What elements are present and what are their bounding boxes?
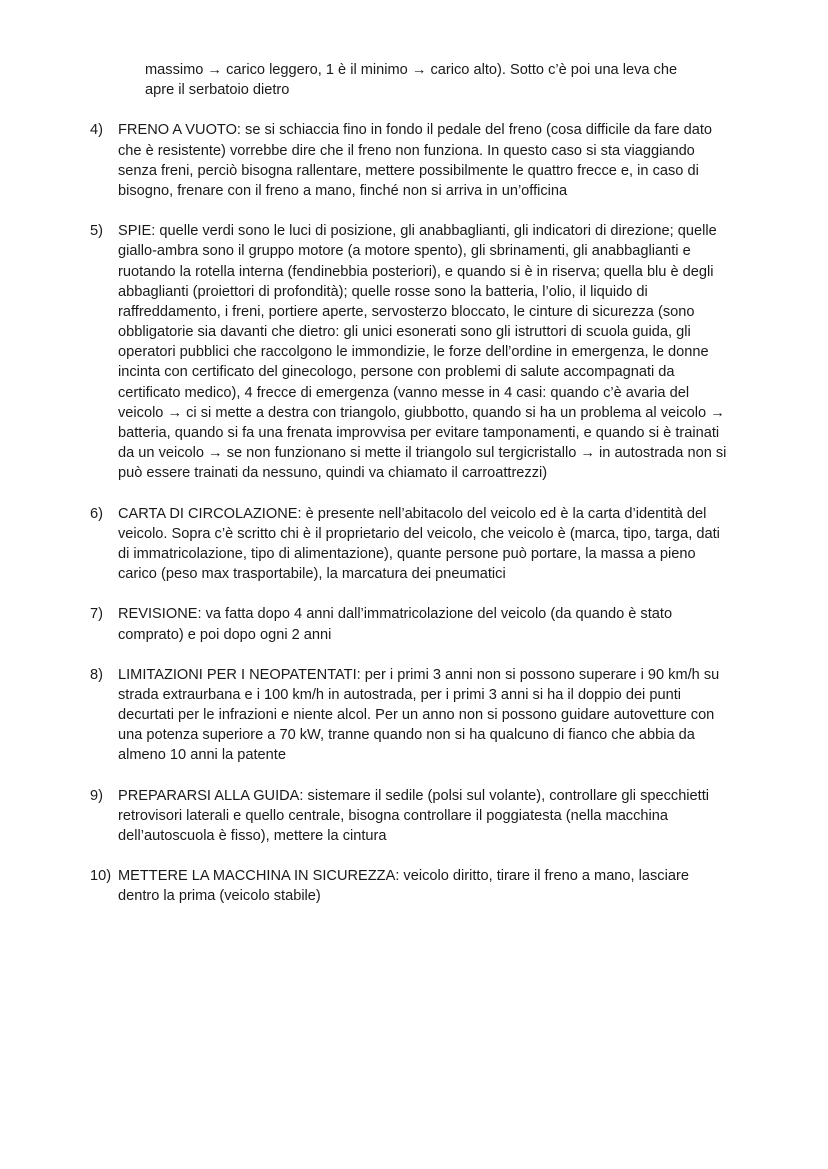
list-item-text (118, 604, 828, 644)
list-item-text (118, 504, 828, 585)
text-line: LIMITAZIONI PER I NEOPATENTATI: per i primi 3 anni non si possono superare i 90 km/h su (118, 666, 720, 683)
text-line: carico (peso max trasportabile), la marcatura dei pneumatici (118, 566, 506, 583)
text-line: senza freni, perciò bisogna rallentare, mettere possibilmente le quattro frecce e, in caso di (118, 162, 699, 179)
paragraph-text (145, 60, 828, 100)
continued-paragraph (0, 60, 828, 100)
list-item (0, 604, 828, 644)
text-line: comprato) e poi dopo ogni 2 anni (118, 626, 332, 643)
list-item-number: 4) (90, 122, 103, 139)
text-line: CARTA DI CIRCOLAZIONE: è presente nell’abitacolo del veicolo ed è la carta d’identità del (118, 505, 707, 522)
list-item (0, 665, 828, 766)
text-line: METTERE LA MACCHINA IN SICUREZZA: veicolo diritto, tirare il freno a mano, lasciare (118, 868, 689, 885)
list-item (0, 786, 828, 847)
list-item-text (118, 866, 828, 906)
text-line: REVISIONE: va fatta dopo 4 anni dall’immatricolazione del veicolo (da quando è stato (118, 606, 673, 623)
text-line: bisogno, frenare con il freno a mano, finché non si arriva in un’officina (118, 182, 568, 199)
text-line: da un veicolo → se non funzionano si mette il triangolo sul tergicristallo → in autostrada non si (118, 445, 727, 462)
text-line: che è resistente) vorrebbe dire che il freno non funziona. In questo caso si sta viaggiando (118, 142, 695, 159)
text-line: dentro la prima (veicolo stabile) (118, 888, 321, 905)
text-line: giallo-ambra sono il gruppo motore (a motore spento), gli sbrinamenti, gli anabbaglianti e (118, 243, 691, 260)
text-line: batteria, quando si fa una frenata improvvisa per evitare tamponamenti, e quando si è trainati (118, 425, 720, 441)
text-line: certificato medico), 4 frecce di emergenza (vanno messe in 4 casi: quando c’è avaria del (118, 384, 690, 401)
list-item-number: 7) (90, 606, 103, 623)
list-item (0, 221, 828, 483)
text-line: strada extraurbana e i 100 km/h in autostrada, per i primi 3 anni si ha il doppio dei punti (118, 686, 681, 703)
text-line: SPIE: quelle verdi sono le luci di posizione, gli anabbaglianti, gli indicatori di direzione; quelle (118, 223, 717, 240)
text-line: operatori pubblici che raccolgono le immondizie, le forze dell’ordine in emergenza, le donne (118, 344, 709, 361)
text-line: una potenza superiore a 70 kW, tranne quando non si ha qualcuno di fianco che abbia da (118, 727, 695, 744)
text-line: FRENO A VUOTO: se si schiaccia fino in fondo il pedale del freno (cosa difficile da fare dato (118, 122, 713, 139)
text-line: incinta con certificato del ginecologo, persone con problemi di salute accompagnati da (118, 364, 675, 381)
text-line: massimo → carico leggero, 1 è il minimo → carico alto). Sotto c’è poi una leva che (145, 62, 678, 78)
document-page (0, 60, 828, 927)
list-item-number: 5) (90, 223, 103, 240)
text-line: veicolo → ci si mette a destra con triangolo, giubbotto, quando si ha un problema al veicolo → (118, 404, 725, 421)
list-item-text (118, 120, 828, 201)
text-line: ruotando la rotella interna (fendinebbia posteriori), e quando si è in riserva; quella blu è degli (118, 263, 714, 280)
text-line: almeno 10 anni la patente (118, 747, 286, 764)
numbered-list (0, 120, 828, 906)
text-line: obbligatorie sia davanti che dietro: gli unici esonerati sono gli istruttori di scuola guida, gli (118, 324, 691, 341)
list-item-number: 9) (90, 787, 103, 804)
text-line: decurtati per le infrazioni e niente alcol. Per un anno non si possono guidare autovetture con (118, 707, 715, 724)
text-line: retrovisori laterali e quello centrale, bisogna controllare il poggiatesta (nella macchina (118, 807, 668, 824)
text-line: abbaglianti (proiettori di profondità); quelle rosse sono la batteria, l’olio, il liquido di (118, 283, 648, 300)
text-line: dell’autoscuola è fisso), mettere la cintura (118, 828, 387, 844)
list-item-number: 6) (90, 505, 103, 522)
text-line: veicolo. Sopra c’è scritto chi è il proprietario del veicolo, che veicolo è (marca, tipo, targa, dati (118, 525, 720, 542)
list-item (0, 504, 828, 585)
text-line: di immatricolazione, tipo di alimentazione), quante persone può portare, la massa a pieno (118, 545, 696, 562)
text-line: PREPARARSI ALLA GUIDA: sistemare il sedile (polsi sul volante), controllare gli specchietti (118, 787, 710, 804)
list-item-text (118, 786, 828, 847)
list-item-number: 8) (90, 666, 103, 683)
list-item-text (118, 665, 828, 766)
list-item-text (118, 221, 828, 483)
list-item (0, 120, 828, 201)
list-item (0, 866, 828, 906)
text-line: raffreddamento, i freni, portiere aperte, servosterzo bloccato, le cinture di sicurezza (sono (118, 303, 695, 320)
text-line: apre il serbatoio dietro (145, 82, 290, 99)
list-item-number: 10) (90, 868, 112, 885)
text-line: può essere trainati da nessuno, quindi va chiamato il carroattrezzi) (118, 465, 548, 482)
